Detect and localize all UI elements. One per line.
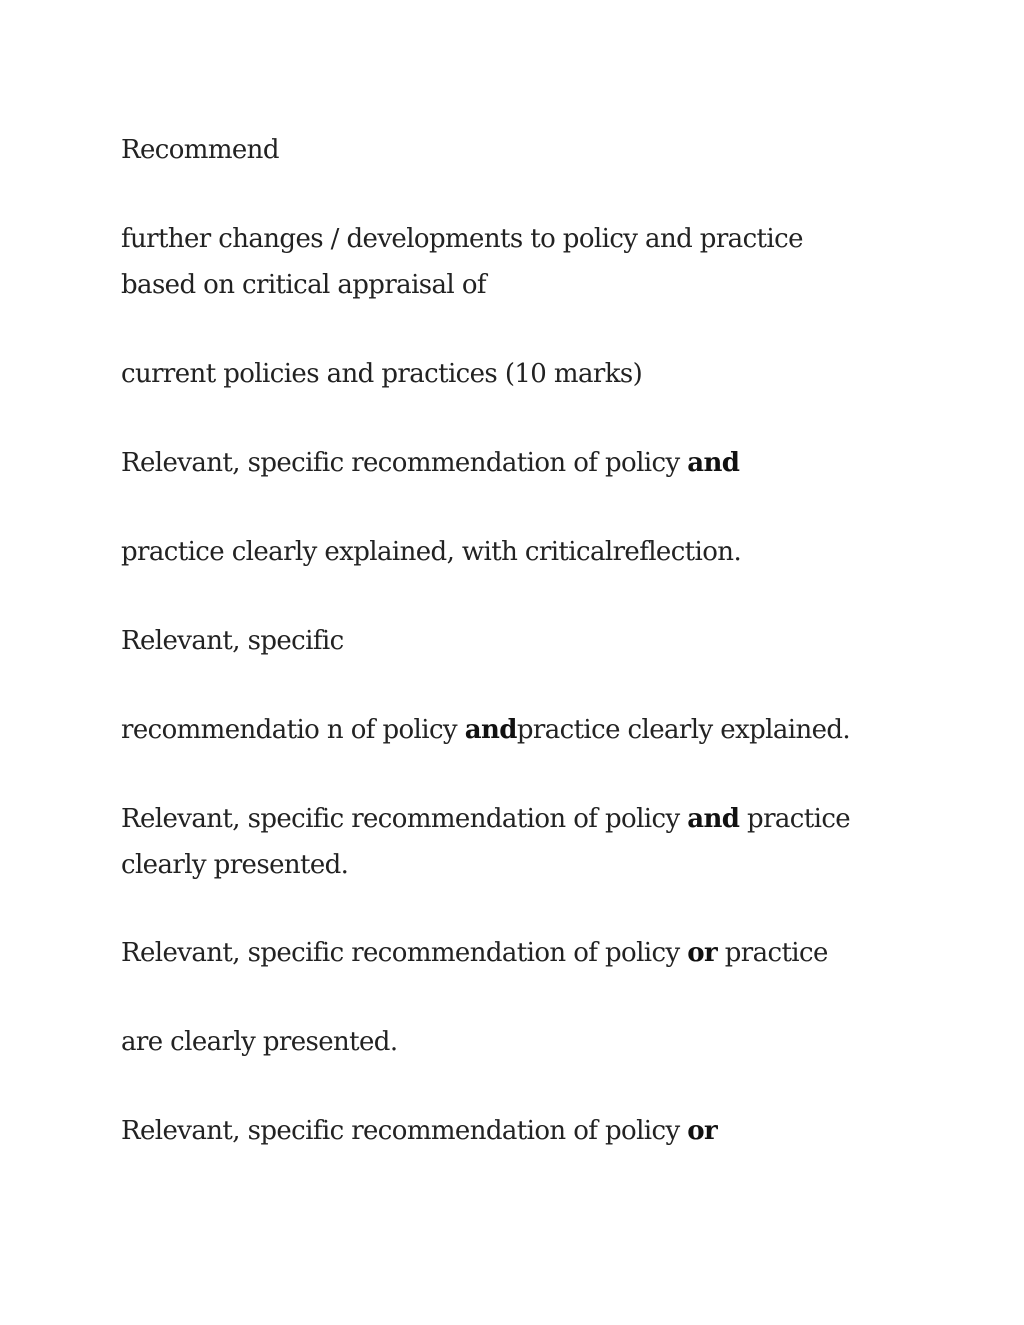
- text-segment: current policies and practices (10 marks): [121, 359, 643, 389]
- paragraph-current-policies: [121, 351, 881, 397]
- paragraph-criterion-2b: [121, 707, 881, 753]
- text-segment: practice clearly presented.: [121, 804, 851, 880]
- text-segment: Relevant, specific recommendation of policy: [121, 938, 688, 968]
- bold-keyword: or: [687, 1116, 718, 1146]
- text-segment: practice clearly explained, with criticalreflection.: [121, 537, 742, 567]
- paragraph-criterion-2a: [121, 618, 881, 664]
- text-segment: practice: [717, 938, 828, 968]
- text-segment: further changes / developments to policy and practice based on critical appraisal of: [121, 224, 803, 300]
- paragraph-criterion-4b: [121, 1019, 881, 1065]
- text-segment: are clearly presented.: [121, 1027, 398, 1057]
- bold-keyword: and: [464, 715, 517, 745]
- paragraph-criterion-1a: [121, 440, 881, 486]
- paragraph-criterion-5a: [121, 1108, 881, 1154]
- paragraph-criterion-3: [121, 796, 881, 888]
- paragraph-recommend: [121, 127, 881, 173]
- text-segment: Recommend: [121, 135, 279, 165]
- text-segment: Relevant, specific recommendation of policy: [121, 448, 688, 478]
- bold-keyword: or: [687, 938, 718, 968]
- bold-keyword: and: [687, 804, 740, 834]
- text-segment: Relevant, specific: [121, 626, 344, 656]
- bold-keyword: and: [687, 448, 740, 478]
- paragraph-further-changes: [121, 216, 881, 308]
- text-segment: Relevant, specific recommendation of policy: [121, 804, 688, 834]
- text-segment: recommendatio n of policy: [121, 715, 465, 745]
- text-segment: practice clearly explained.: [516, 715, 851, 745]
- text-segment: Relevant, specific recommendation of policy: [121, 1116, 688, 1146]
- paragraph-criterion-4a: [121, 930, 881, 976]
- paragraph-criterion-1b: [121, 529, 881, 575]
